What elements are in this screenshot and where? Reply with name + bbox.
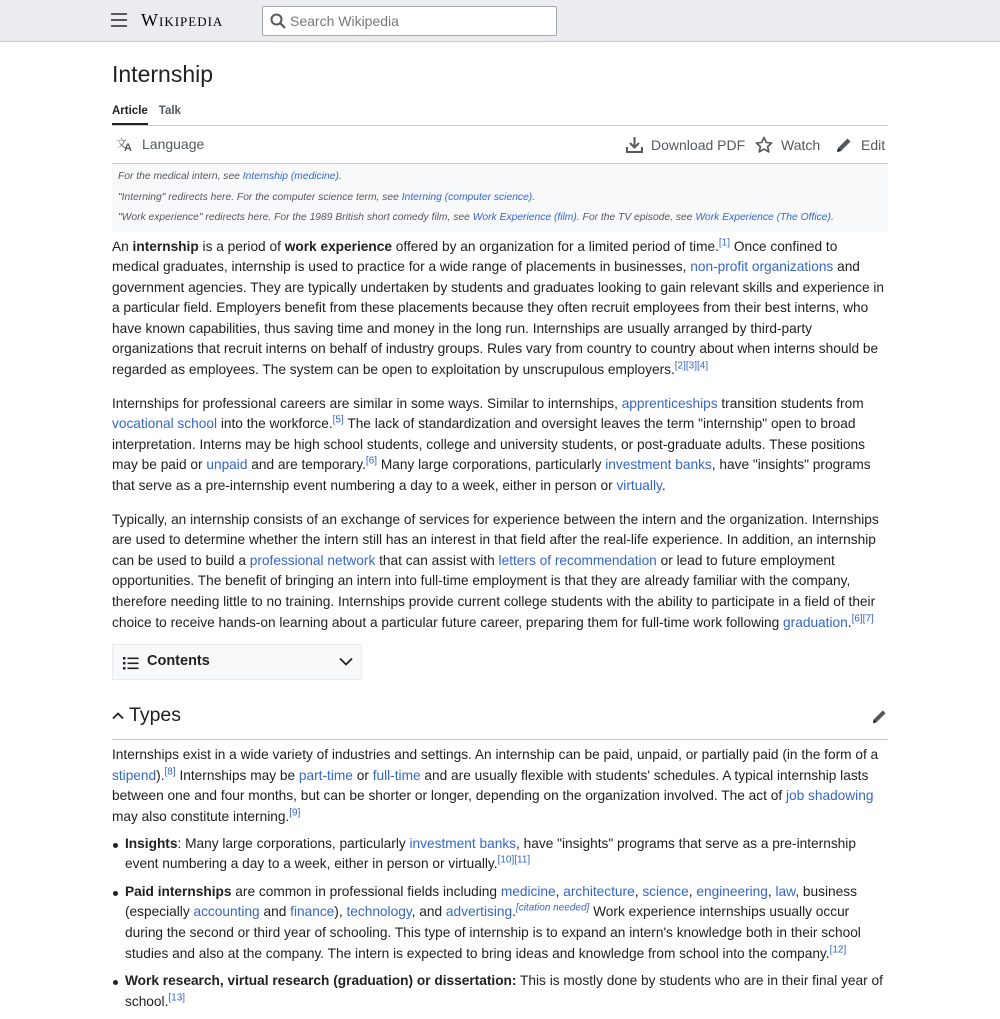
- search-input[interactable]: [290, 11, 550, 31]
- article-link[interactable]: apprenticeships: [621, 395, 718, 411]
- language-label: Language: [142, 136, 205, 152]
- hatnote-link[interactable]: Work Experience (film): [472, 212, 577, 223]
- citation-ref[interactable]: [1]: [718, 236, 731, 248]
- watch-button[interactable]: [755, 136, 820, 154]
- main-content: [112, 42, 888, 1019]
- list-item: Insights: Many large corporations, particularly investment banks, have "insights" programs that serve as a pre-internship event numbering a day to a week, either in person or virtually.[10][11]: [112, 834, 888, 875]
- svg-text:文: 文: [116, 138, 127, 150]
- article-link[interactable]: investment banks: [409, 835, 517, 851]
- article-link[interactable]: job shadowing: [785, 788, 874, 804]
- wikipedia-logo[interactable]: Wikipedia: [141, 10, 224, 30]
- list-item: Work research, virtual research (graduation) or dissertation: This is mostly done by students who are in their final year of school.[13]: [112, 971, 888, 1012]
- download-icon: [626, 136, 643, 153]
- article-link[interactable]: non-profit organizations: [690, 259, 834, 275]
- article-link[interactable]: virtually: [616, 478, 662, 494]
- pencil-icon[interactable]: [871, 708, 888, 725]
- article-link[interactable]: vocational school: [112, 416, 218, 432]
- page-actions: [112, 126, 888, 164]
- citation-ref[interactable]: [9]: [289, 807, 301, 819]
- tab-article[interactable]: Article: [112, 100, 148, 125]
- article-link[interactable]: science: [642, 883, 689, 899]
- citation-ref[interactable]: [8]: [164, 766, 176, 778]
- article-link[interactable]: finance: [290, 904, 335, 920]
- article-link[interactable]: graduation: [783, 614, 848, 630]
- intro-paragraph-1: An internship is a period of work experience offered by an organization for a limited period of time.[1] Once confined to medical graduates, internship is used to practice for a wide range of placements in businesses, non-profit organizations and government agencies. They are typically undertaken by students and graduates looking to gain relevant skills and experience in a particular field. Employers benefit from these placements because they often recruit employees from their best interns, who have known capabilities, thus saving time and money in the long run. Internships are usually arranged by third-party organizations that recruit interns on behalf of industry groups. Rules vary from country to country about when interns should be regarded as employees. The system can be open to exploitation by unscrupulous employers.[2][3][4]: [112, 236, 885, 378]
- page-title: Internship: [112, 61, 214, 87]
- citation-ref[interactable]: [2][3][4]: [674, 360, 709, 372]
- citation-ref[interactable]: [6]: [365, 455, 378, 467]
- intro-paragraph-2: Internships for professional careers are similar in some ways. Similar to internships, apprenticeships transition students from vocational school into the workforce.[5] The lack of standardization and oversight leaves the term "internship" open to broad interpretation. Interns may be high school students, college and university students, or post-graduate adults. These positions may be paid or unpaid and are temporary.[6] Many large corporations, particularly investment banks, have "insights" programs that serve as a pre-internship event numbering a day to a week, either in person or virtually.: [112, 395, 871, 494]
- contents-toggle[interactable]: [112, 644, 362, 680]
- star-icon: [755, 136, 773, 154]
- hatnotes: [112, 164, 888, 232]
- namespace-tabs: [112, 100, 888, 126]
- citation-ref[interactable]: [12]: [829, 943, 847, 955]
- chevron-down-icon: [339, 657, 353, 666]
- article-link[interactable]: full-time: [372, 767, 421, 783]
- hatnote-link[interactable]: Internship (medicine): [242, 171, 339, 182]
- language-button[interactable]: [116, 136, 204, 152]
- article-link[interactable]: medicine: [500, 883, 556, 899]
- article-link[interactable]: technology: [346, 904, 412, 920]
- section-heading[interactable]: Types: [129, 704, 182, 727]
- citation-ref[interactable]: [6][7]: [851, 613, 874, 625]
- section-header-types: [112, 702, 888, 740]
- types-paragraph: Internships exist in a wide variety of industries and settings. An internship can be paid, unpaid, or partially paid (in the form of a stipend).[8] Internships may be part-time or full-time and are usually flexible with students' schedules. A typical internship lasts between one and four months, but can be shorter or longer, depending on the organization involved. The act of job shadowing may also constitute interning.[9]: [112, 747, 879, 824]
- article-link[interactable]: architecture: [563, 883, 635, 899]
- main-menu-icon[interactable]: [111, 13, 127, 27]
- list-icon: [123, 656, 139, 670]
- language-icon: [116, 136, 134, 152]
- hatnote-link[interactable]: Interning (computer science): [401, 191, 533, 203]
- intro-paragraph-3: Typically, an internship consists of an exchange of services for experience between the intern and the organization. Internships are used to determine whether the intern still has an interest in that field after the real-life experience. In addition, an internship can be used to build a professional network that can assist with letters of recommendation or lead to future employment opportunities. The benefit of bringing an intern into full-time employment is that they are already familiar with the company, therefore needing little to no training. Internships provide current college students with the ability to participate in a field of their choice to receive hands-on learning about a particular future career, preparing them for full-time work following graduation.[6][7]: [112, 511, 879, 630]
- article-link[interactable]: professional network: [249, 552, 376, 568]
- search-box[interactable]: [262, 6, 557, 36]
- article-link[interactable]: law: [775, 883, 796, 899]
- header-bar: [0, 0, 1000, 42]
- article-link[interactable]: engineering: [696, 883, 768, 899]
- article-link[interactable]: accounting: [193, 904, 260, 920]
- edit-button[interactable]: [835, 136, 885, 154]
- list-item: Paid internships are common in professional fields including medicine, architecture, science, engineering, law, business (especially accounting and finance), technology, and advertising.[citation needed] Work experience internships usually occur during the second or third year of schooling. This type of internship is to expand an intern's knowledge both in their school studies and also at the company. The intern is expected to bring ideas and knowledge from school into the company.[12]: [112, 882, 888, 964]
- article-link[interactable]: part-time: [298, 767, 353, 783]
- hatnote-link[interactable]: Work Experience (The Office): [695, 212, 831, 223]
- citation-ref[interactable]: [5]: [332, 414, 344, 426]
- article-link[interactable]: unpaid: [206, 457, 248, 473]
- citation-needed[interactable]: [citation needed]: [515, 902, 590, 914]
- article-link[interactable]: advertising: [445, 904, 513, 920]
- article-link[interactable]: letters of recommendation: [498, 552, 657, 568]
- contents-label: Contents: [147, 653, 210, 670]
- citation-ref[interactable]: [13]: [168, 992, 186, 1004]
- citation-ref[interactable]: [10][11]: [497, 854, 531, 866]
- hatnote: "Interning" redirects here. For the computer science term, see Interning (computer science).: [118, 191, 536, 203]
- download-pdf-label: Download PDF: [651, 136, 746, 153]
- hatnote: "Work experience" redirects here. For the 1989 British short comedy film, see Work Experience (film). For the TV episode, see Work Experience (The Office).: [118, 212, 834, 223]
- article-link[interactable]: stipend: [112, 767, 157, 783]
- article-link[interactable]: investment banks: [605, 457, 712, 473]
- hatnote: For the medical intern, see Internship (medicine).: [118, 171, 342, 182]
- pencil-icon: [835, 136, 853, 154]
- tab-talk[interactable]: Talk: [158, 105, 181, 117]
- edit-label: Edit: [861, 137, 886, 153]
- types-list: [112, 834, 888, 1013]
- chevron-up-icon[interactable]: [112, 711, 124, 720]
- watch-label: Watch: [781, 137, 821, 153]
- search-icon: [270, 13, 286, 29]
- download-pdf-button[interactable]: [626, 136, 745, 153]
- svg-text:A: A: [124, 142, 132, 152]
